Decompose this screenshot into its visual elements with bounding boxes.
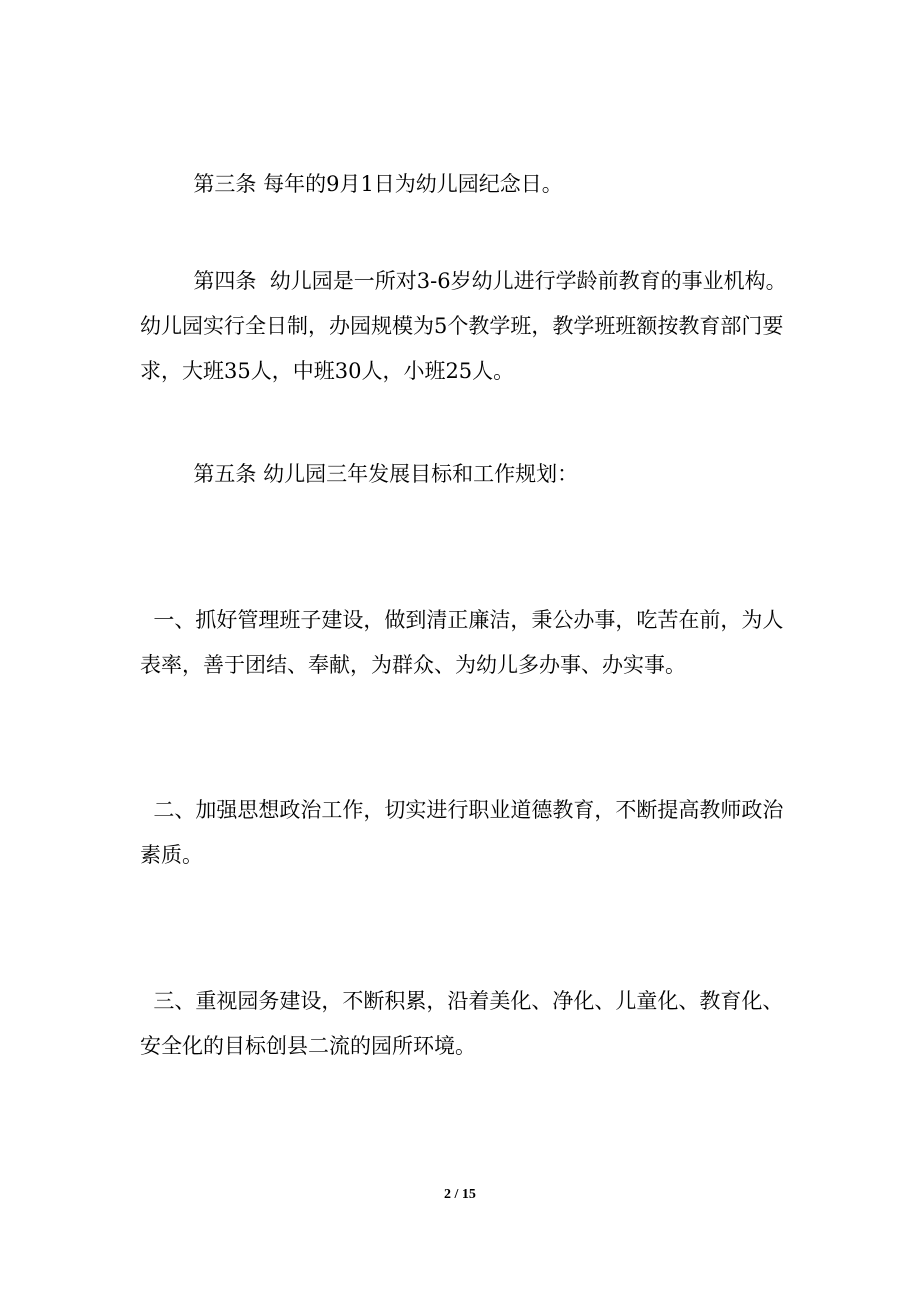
article-4-paragraph: 第四条 幼儿园是一所对3-6岁幼儿进行学龄前教育的事业机构。幼儿园实行全日制，办园规模为5个教学班，教学班班额按教育部门要求，大班35人，中班30人，小班25人。 (140, 269, 787, 383)
plan-item-2: 二、加强思想政治工作，切实进行职业道德教育，不断提高教师政治素质。 (140, 798, 784, 867)
plan-item-1: 一、抓好管理班子建设，做到清正廉洁，秉公办事，吃苦在前，为人表率，善于团结、奉献，为群众、为幼儿多办事、办实事。 (140, 608, 784, 677)
article-5-paragraph: 第五条 幼儿园三年发展目标和工作规划： (140, 462, 579, 486)
page-number: 2 / 15 (444, 1187, 476, 1202)
plan-item-3: 三、重视园务建设，不断积累，沿着美化、净化、儿童化、教育化、安全化的目标创县二流的园所环境。 (140, 989, 784, 1058)
article-3-paragraph: 第三条 每年的9月1日为幼儿园纪念日。 (140, 172, 563, 196)
